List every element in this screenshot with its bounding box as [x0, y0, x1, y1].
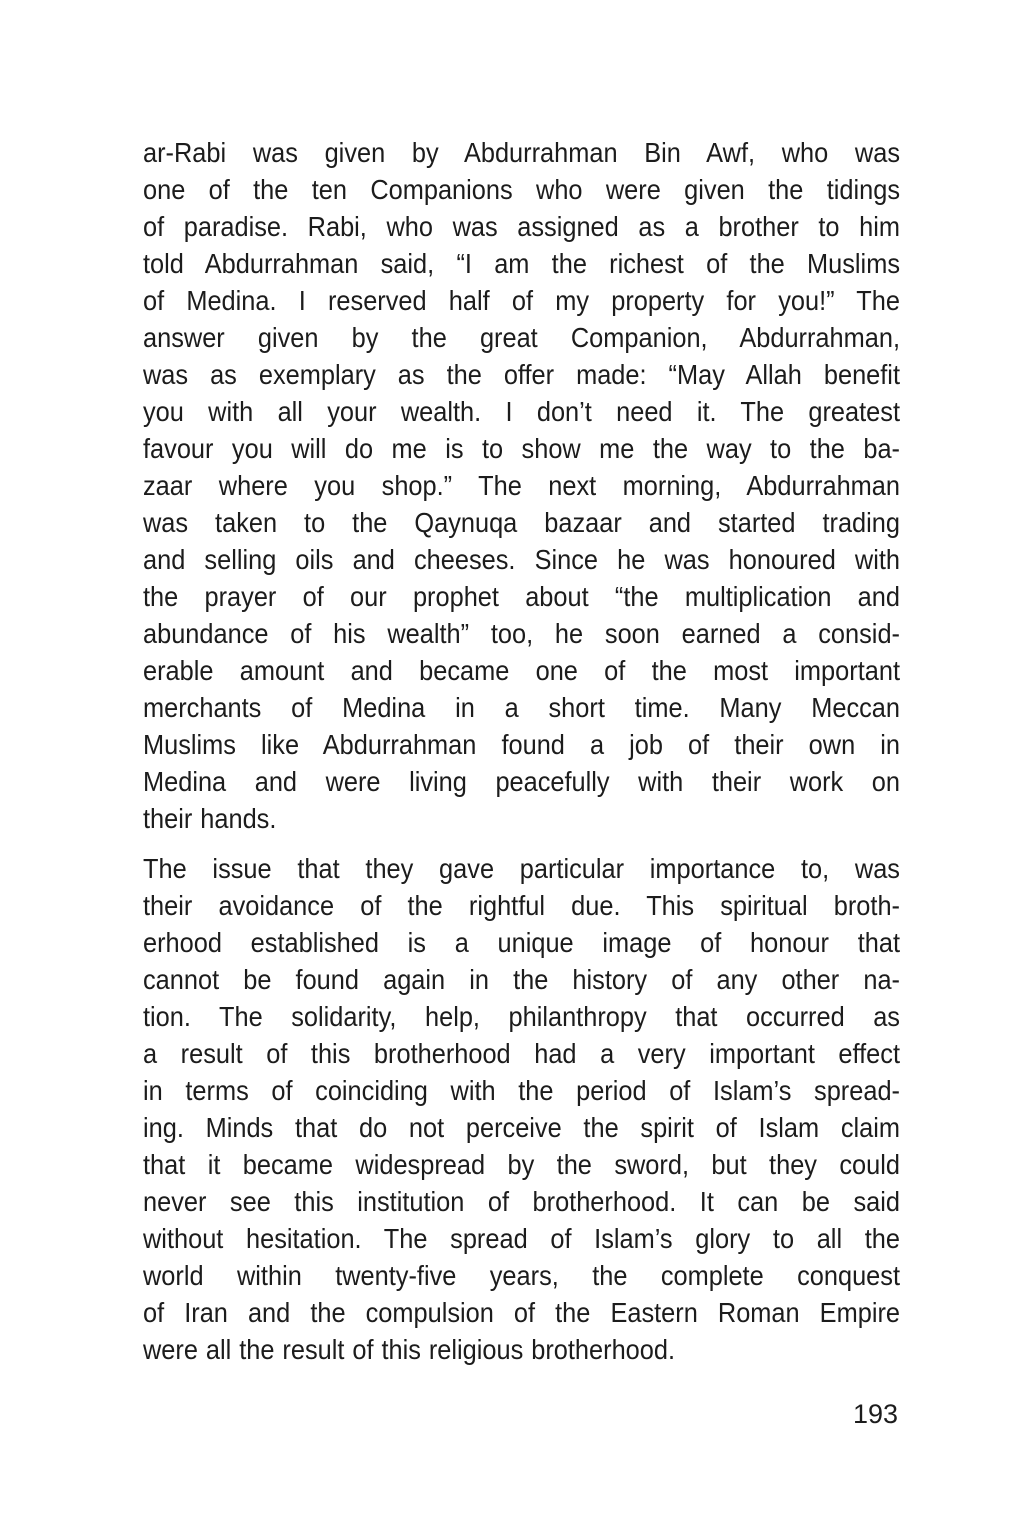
text-line: their avoidance of the rightful due. This spiritual broth-: [143, 890, 900, 921]
text-line: tion. The solidarity, help, philanthropy that occurred as: [143, 1001, 900, 1032]
text-line: of Medina. I reserved half of my property for you!” The: [143, 285, 900, 316]
paragraph-1: [143, 134, 900, 837]
text-line: were all the result of this religious brotherhood.: [143, 1334, 676, 1365]
text-line: ar-Rabi was given by Abdurrahman Bin Awf, who was: [143, 137, 900, 168]
text-line: cannot be found again in the history of any other na-: [143, 964, 900, 995]
page-number: 193: [852, 1399, 898, 1429]
text-line: their hands.: [143, 803, 277, 834]
text-line: of paradise. Rabi, who was assigned as a brother to him: [143, 211, 900, 242]
text-line: merchants of Medina in a short time. Many Meccan: [143, 692, 900, 723]
text-line: answer given by the great Companion, Abdurrahman,: [143, 322, 900, 353]
text-line: The issue that they gave particular importance to, was: [143, 853, 900, 884]
text-line: was as exemplary as the offer made: “May Allah benefit: [143, 359, 900, 390]
text-line: one of the ten Companions who were given the tidings: [143, 174, 900, 205]
text-line: erhood established is a unique image of honour that: [143, 927, 900, 958]
text-line: told Abdurrahman said, “I am the richest of the Muslims: [143, 248, 900, 279]
text-line: you with all your wealth. I don’t need it. The greatest: [143, 396, 900, 427]
text-line: the prayer of our prophet about “the multiplication and: [143, 581, 900, 612]
body-text: [143, 134, 900, 1368]
text-line: world within twenty-five years, the complete conquest: [143, 1260, 900, 1291]
text-line: in terms of coinciding with the period of Islam’s spread-: [143, 1075, 900, 1106]
text-line: erable amount and became one of the most important: [143, 655, 900, 686]
text-line: and selling oils and cheeses. Since he was honoured with: [143, 544, 900, 575]
text-line: was taken to the Qaynuqa bazaar and started trading: [143, 507, 900, 538]
text-line: a result of this brotherhood had a very important effect: [143, 1038, 900, 1069]
text-line: never see this institution of brotherhood. It can be said: [143, 1186, 900, 1217]
text-line: without hesitation. The spread of Islam’s glory to all the: [143, 1223, 900, 1254]
text-line: Muslims like Abdurrahman found a job of their own in: [143, 729, 900, 760]
text-line: favour you will do me is to show me the way to the ba-: [143, 433, 900, 464]
paragraph-2: [143, 850, 900, 1368]
text-line: ing. Minds that do not perceive the spirit of Islam claim: [143, 1112, 900, 1143]
text-line: that it became widespread by the sword, but they could: [143, 1149, 900, 1180]
text-line: zaar where you shop.” The next morning, Abdurrahman: [143, 470, 900, 501]
text-line: Medina and were living peacefully with their work on: [143, 766, 900, 797]
text-line: of Iran and the compulsion of the Eastern Roman Empire: [143, 1297, 900, 1328]
text-line: abundance of his wealth” too, he soon earned a consid-: [143, 618, 900, 649]
